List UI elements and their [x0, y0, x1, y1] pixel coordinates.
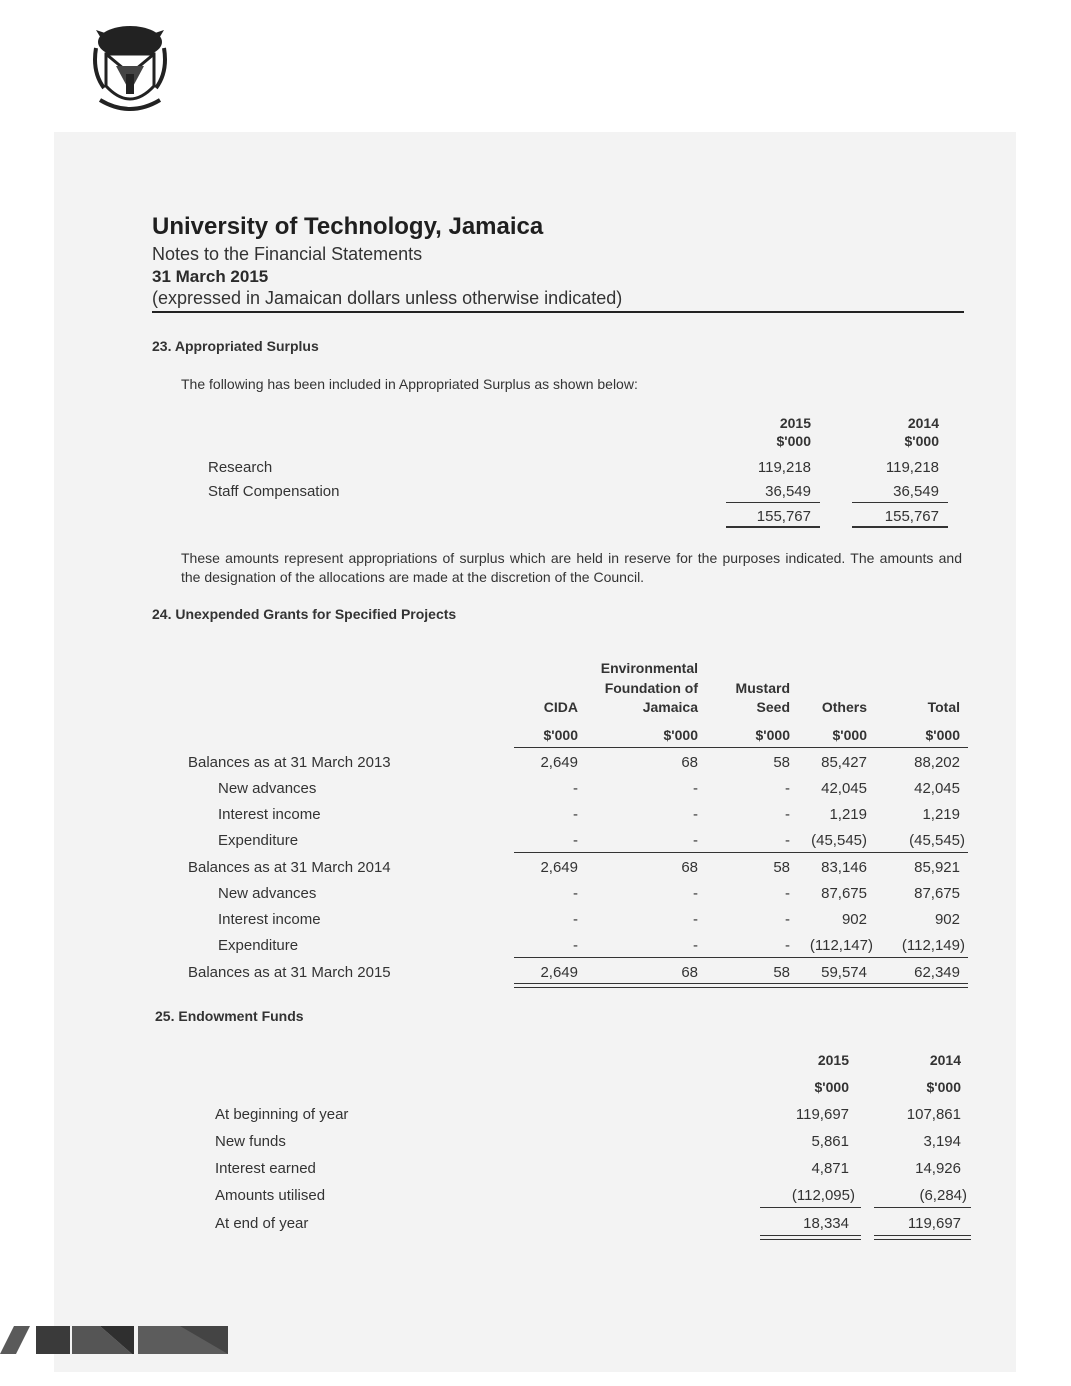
footer-stripe-graphic	[0, 1326, 228, 1354]
note24-cell-efj: -	[693, 780, 698, 797]
note23-col-2015-unit: $'000	[776, 433, 811, 449]
document-subtitle: Notes to the Financial Statements	[152, 244, 423, 264]
note25-row-2015: (112,095)	[791, 1187, 855, 1204]
note24-cell-efj: -	[693, 806, 698, 823]
note24-cell-cida: -	[573, 780, 578, 797]
note25-row-2014: 14,926	[915, 1160, 961, 1177]
note24-col-total: Total	[927, 699, 960, 715]
note25-row-2015: 18,334	[803, 1215, 849, 1232]
note25-subtotal-rule-2015	[760, 1207, 861, 1208]
note25-col-2014-year: 2014	[929, 1052, 961, 1068]
note23-row-label: Staff Compensation	[208, 483, 340, 500]
note25-subtotal-rule-2014	[874, 1207, 971, 1208]
note25-row-label: Amounts utilised	[215, 1187, 326, 1204]
note25-col-2015-year: 2015	[817, 1052, 849, 1068]
note23-row-label: Research	[208, 459, 273, 476]
note24-cell-cida: 2,649	[540, 964, 578, 981]
note24-cell-mustard: 58	[773, 964, 790, 981]
note24-cell-cida: 2,649	[540, 754, 578, 771]
note24-row-label: Balances as at 31 March 2013	[188, 754, 391, 771]
note24-cell-total: 42,045	[914, 780, 960, 797]
note24-cell-cida: -	[573, 911, 578, 928]
note24-cell-efj: -	[693, 832, 698, 849]
note24-cell-mustard: -	[785, 911, 790, 928]
note24-col-efj-line1: Environmental	[600, 660, 698, 676]
note24-col-efj-line2: Foundation of	[604, 680, 698, 696]
note25-total-rule-top-2015	[760, 1235, 861, 1236]
note24-col-efj-line3: Jamaica	[642, 699, 698, 715]
note24-cell-others: 902	[841, 911, 867, 928]
note23-total-rule-2014	[852, 526, 948, 528]
note24-cell-cida: -	[573, 806, 578, 823]
note24-cell-efj: -	[693, 911, 698, 928]
note24-header-rule	[514, 747, 968, 748]
note24-col-others: Others	[821, 699, 867, 715]
note24-cell-efj: 68	[681, 859, 698, 876]
note24-cell-mustard: 58	[773, 859, 790, 876]
currency-note: (expressed in Jamaican dollars unless otherwise indicated)	[152, 288, 623, 308]
note24-row-label: Interest income	[218, 806, 321, 823]
note23-total-2015: 155,767	[756, 508, 811, 525]
note24-cell-others: 59,574	[821, 964, 867, 981]
note24-col-cida: CIDA	[543, 699, 578, 715]
note25-row-2014: 119,697	[907, 1215, 961, 1232]
note24-subtotal-rule-2015	[514, 957, 968, 958]
note23-total-2014: 155,767	[884, 508, 939, 525]
note24-unit-total: $'000	[925, 727, 960, 743]
note23-col-2015-year: 2015	[779, 415, 811, 431]
note24-cell-total: 902	[934, 911, 960, 928]
note24-cell-others: 42,045	[821, 780, 867, 797]
note24-unit-cida: $'000	[543, 727, 578, 743]
note24-cell-others: (112,147)	[809, 937, 873, 954]
note24-cell-total: 87,675	[914, 885, 960, 902]
note24-cell-total: (112,149)	[901, 937, 965, 954]
note24-cell-mustard: 58	[773, 754, 790, 771]
note24-cell-total: 88,202	[914, 754, 960, 771]
note25-heading: 25. Endowment Funds	[155, 1008, 304, 1024]
institution-title: University of Technology, Jamaica	[152, 213, 544, 240]
note24-row-label: Balances as at 31 March 2015	[188, 964, 391, 981]
note24-row-label: New advances	[218, 885, 317, 902]
note24-row-label: Balances as at 31 March 2014	[188, 859, 391, 876]
note24-unit-mustard: $'000	[755, 727, 790, 743]
note24-col-mustard-line2: Seed	[756, 699, 790, 715]
note25-row-label: At end of year	[215, 1215, 309, 1232]
note23-explanation: These amounts represent appropriations of surplus which are held in reserve for the purposes indicated. The amounts and the designation of the allocations are made at the discretion of the Council.	[181, 550, 962, 585]
note24-cell-total: 1,219	[922, 806, 960, 823]
note23-subtotal-rule-2015	[726, 502, 820, 503]
note25-row-2014: 3,194	[923, 1133, 961, 1150]
note24-cell-efj: -	[693, 885, 698, 902]
note24-row-label: Interest income	[218, 911, 321, 928]
note23-col-2014-unit: $'000	[904, 433, 939, 449]
note24-cell-efj: 68	[681, 754, 698, 771]
note24-cell-cida: -	[573, 832, 578, 849]
note25-total-rule-bottom-2014	[874, 1239, 971, 1240]
note24-cell-mustard: -	[785, 780, 790, 797]
note25-total-rule-top-2014	[874, 1235, 971, 1236]
note24-cell-others: (45,545)	[811, 832, 867, 849]
note24-row-label: Expenditure	[218, 937, 299, 954]
note24-cell-others: 85,427	[821, 754, 867, 771]
note23-col-2014-year: 2014	[907, 415, 939, 431]
note24-cell-mustard: -	[785, 885, 790, 902]
note25-col-2015-unit: $'000	[814, 1079, 849, 1095]
note24-cell-others: 83,146	[821, 859, 867, 876]
note24-cell-others: 1,219	[829, 806, 867, 823]
note24-cell-cida: 2,649	[540, 859, 578, 876]
note23-heading: 23. Appropriated Surplus	[152, 338, 319, 354]
statement-date: 31 March 2015	[152, 267, 269, 286]
note23-row-2015: 36,549	[765, 483, 811, 500]
note24-heading: 24. Unexpended Grants for Specified Projects	[152, 606, 457, 622]
note23-total-rule-2015	[726, 526, 820, 528]
note24-cell-mustard: -	[785, 806, 790, 823]
note25-total-rule-bottom-2015	[760, 1239, 861, 1240]
note25-row-label: At beginning of year	[215, 1106, 349, 1123]
note24-cell-cida: -	[573, 885, 578, 902]
note24-cell-mustard: -	[785, 937, 790, 954]
university-crest-logo	[92, 22, 168, 118]
note25-col-2014-unit: $'000	[926, 1079, 961, 1095]
note24-row-label: New advances	[218, 780, 317, 797]
note25-row-2014: (6,284)	[919, 1187, 967, 1204]
note25-row-label: Interest earned	[215, 1160, 316, 1177]
note25-row-2015: 4,871	[811, 1160, 849, 1177]
note24-cell-efj: -	[693, 937, 698, 954]
note23-row-2014: 36,549	[893, 483, 939, 500]
note24-col-mustard-line1: Mustard	[735, 680, 790, 696]
note24-row-label: Expenditure	[218, 832, 299, 849]
note24-total-rule-bottom	[514, 987, 968, 988]
note25-row-2015: 119,697	[795, 1106, 849, 1123]
header-divider	[152, 311, 964, 313]
note23-row-2014: 119,218	[885, 459, 939, 476]
note23-intro: The following has been included in Appropriated Surplus as shown below:	[181, 376, 638, 392]
page-panel	[54, 132, 1016, 1372]
note24-cell-mustard: -	[785, 832, 790, 849]
note24-cell-total: 62,349	[914, 964, 960, 981]
note24-total-rule-top	[514, 983, 968, 984]
note24-cell-total: (45,545)	[909, 832, 965, 849]
note24-unit-efj: $'000	[663, 727, 698, 743]
note23-subtotal-rule-2014	[852, 502, 948, 503]
note24-cell-total: 85,921	[914, 859, 960, 876]
note24-cell-cida: -	[573, 937, 578, 954]
note24-unit-others: $'000	[832, 727, 867, 743]
note24-subtotal-rule-2014	[514, 852, 968, 853]
note25-row-label: New funds	[215, 1133, 286, 1150]
note25-row-2015: 5,861	[811, 1133, 849, 1150]
note25-row-2014: 107,861	[906, 1106, 961, 1123]
note24-cell-others: 87,675	[821, 885, 867, 902]
note24-cell-efj: 68	[681, 964, 698, 981]
note23-row-2015: 119,218	[757, 459, 811, 476]
